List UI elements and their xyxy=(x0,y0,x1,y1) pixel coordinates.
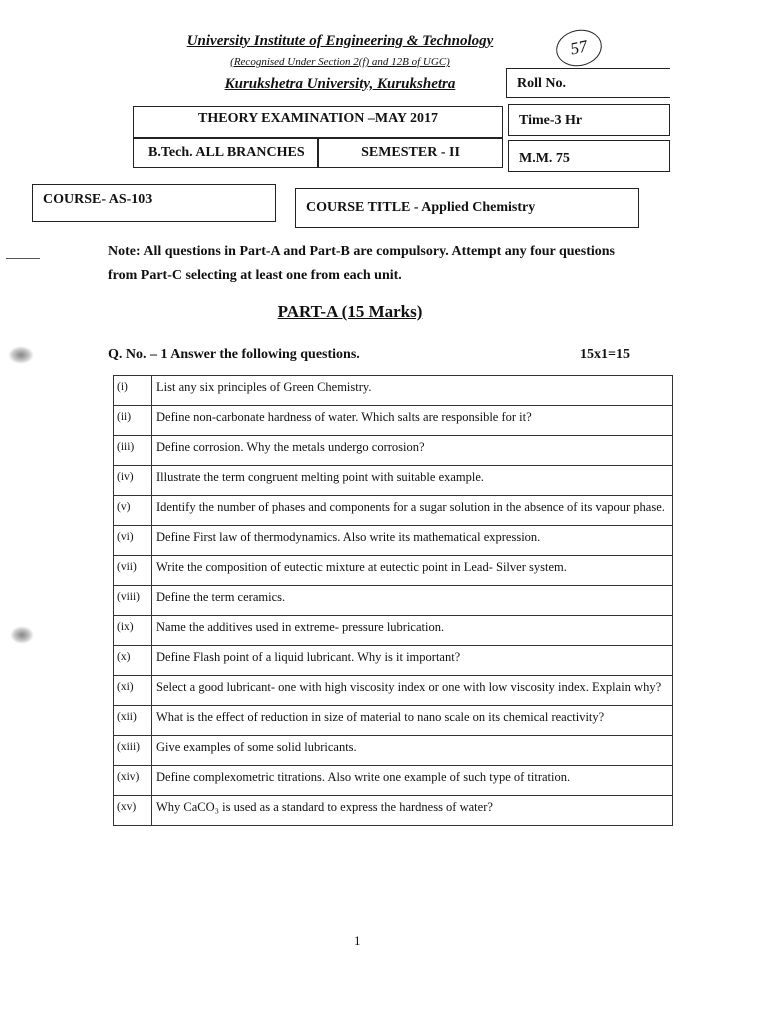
question-row xyxy=(114,736,673,766)
question-text: Name the additives used in extreme- pressure lubrication. xyxy=(152,616,673,646)
question-text: Define complexometric titrations. Also write one example of such type of titration. xyxy=(152,766,673,796)
question-text: Define First law of thermodynamics. Also write its mathematical expression. xyxy=(152,526,673,556)
exam-time: Time-3 Hr xyxy=(519,113,583,128)
question-text: Define the term ceramics. xyxy=(152,586,673,616)
recognition-line: (Recognised Under Section 2(f) and 12B of UGC) xyxy=(230,56,450,68)
question-row xyxy=(114,376,673,406)
max-marks-box xyxy=(508,140,670,172)
question-text: Define non-carbonate hardness of water. Which salts are responsible for it? xyxy=(152,406,673,436)
question-number: (viii) xyxy=(114,586,152,616)
program-box xyxy=(133,138,318,168)
handwritten-stamp-number: 57 xyxy=(553,26,605,71)
question-row xyxy=(114,766,673,796)
roll-number-label: Roll No. xyxy=(517,76,566,91)
institute-name: University Institute of Engineering & Technology xyxy=(186,33,494,49)
question-text: Define corrosion. Why the metals undergo corrosion? xyxy=(152,436,673,466)
instructions-note: Note: All questions in Part-A and Part-B are compulsory. Attempt any four questions from Part-C selecting at least one from each unit. xyxy=(108,244,615,283)
time-box xyxy=(508,104,670,136)
question-row xyxy=(114,796,673,826)
question-text: Select a good lubricant- one with high viscosity index or one with low viscosity index. Explain why? xyxy=(152,676,673,706)
question-row xyxy=(114,436,673,466)
question-row xyxy=(114,406,673,436)
question-text: Define Flash point of a liquid lubricant. Why is it important? xyxy=(152,646,673,676)
question-row xyxy=(114,466,673,496)
roll-number-box xyxy=(506,68,670,98)
question-number: (xv) xyxy=(114,796,152,826)
course-title-box xyxy=(295,188,639,228)
question-row xyxy=(114,646,673,676)
margin-dash xyxy=(6,258,40,259)
question-number: (vi) xyxy=(114,526,152,556)
max-marks-label: M.M. 75 xyxy=(519,151,570,166)
question-row xyxy=(114,706,673,736)
question-number: (xi) xyxy=(114,676,152,706)
question-number: (xiii) xyxy=(114,736,152,766)
exam-title: THEORY EXAMINATION –MAY 2017 xyxy=(198,111,438,126)
question-number: (v) xyxy=(114,496,152,526)
question-text: Illustrate the term congruent melting point with suitable example. xyxy=(152,466,673,496)
questions-table-body xyxy=(114,376,673,826)
question-row xyxy=(114,586,673,616)
semester-box xyxy=(318,138,503,168)
question-row xyxy=(114,496,673,526)
question-text: Identify the number of phases and components for a sugar solution in the absence of its vapour phase. xyxy=(152,496,673,526)
question-number: (iv) xyxy=(114,466,152,496)
semester-label: SEMESTER - II xyxy=(361,145,460,160)
question-number: (xii) xyxy=(114,706,152,736)
exam-title-box xyxy=(133,106,503,138)
question-text: Why CaCO₃ is used as a standard to express the hardness of water? xyxy=(152,796,673,826)
question-text: Write the composition of eutectic mixture at eutectic point in Lead- Silver system. xyxy=(152,556,673,586)
question-number: (vii) xyxy=(114,556,152,586)
question-marks: 15x1=15 xyxy=(580,347,630,362)
question-text: List any six principles of Green Chemistry. xyxy=(152,376,673,406)
scan-smudge xyxy=(10,626,34,644)
university-name: Kurukshetra University, Kurukshetra xyxy=(224,76,456,92)
question-row xyxy=(114,556,673,586)
question-text: What is the effect of reduction in size of material to nano scale on its chemical reactivity? xyxy=(152,706,673,736)
question-number: (i) xyxy=(114,376,152,406)
scan-smudge xyxy=(8,346,34,364)
question-text: Give examples of some solid lubricants. xyxy=(152,736,673,766)
question-heading: Q. No. – 1 Answer the following questions. xyxy=(108,347,360,362)
question-number: (iii) xyxy=(114,436,152,466)
question-number: (xiv) xyxy=(114,766,152,796)
course-code-box xyxy=(32,184,276,222)
question-number: (ix) xyxy=(114,616,152,646)
question-number: (ii) xyxy=(114,406,152,436)
question-row xyxy=(114,616,673,646)
program-label: B.Tech. ALL BRANCHES xyxy=(148,145,305,160)
course-title: COURSE TITLE - Applied Chemistry xyxy=(306,200,536,215)
page-number: 1 xyxy=(354,933,361,948)
questions-table xyxy=(113,375,673,826)
question-number: (x) xyxy=(114,646,152,676)
question-row xyxy=(114,526,673,556)
question-row xyxy=(114,676,673,706)
course-code: COURSE- AS-103 xyxy=(43,192,153,207)
part-a-heading: PART-A (15 Marks) xyxy=(277,302,423,321)
